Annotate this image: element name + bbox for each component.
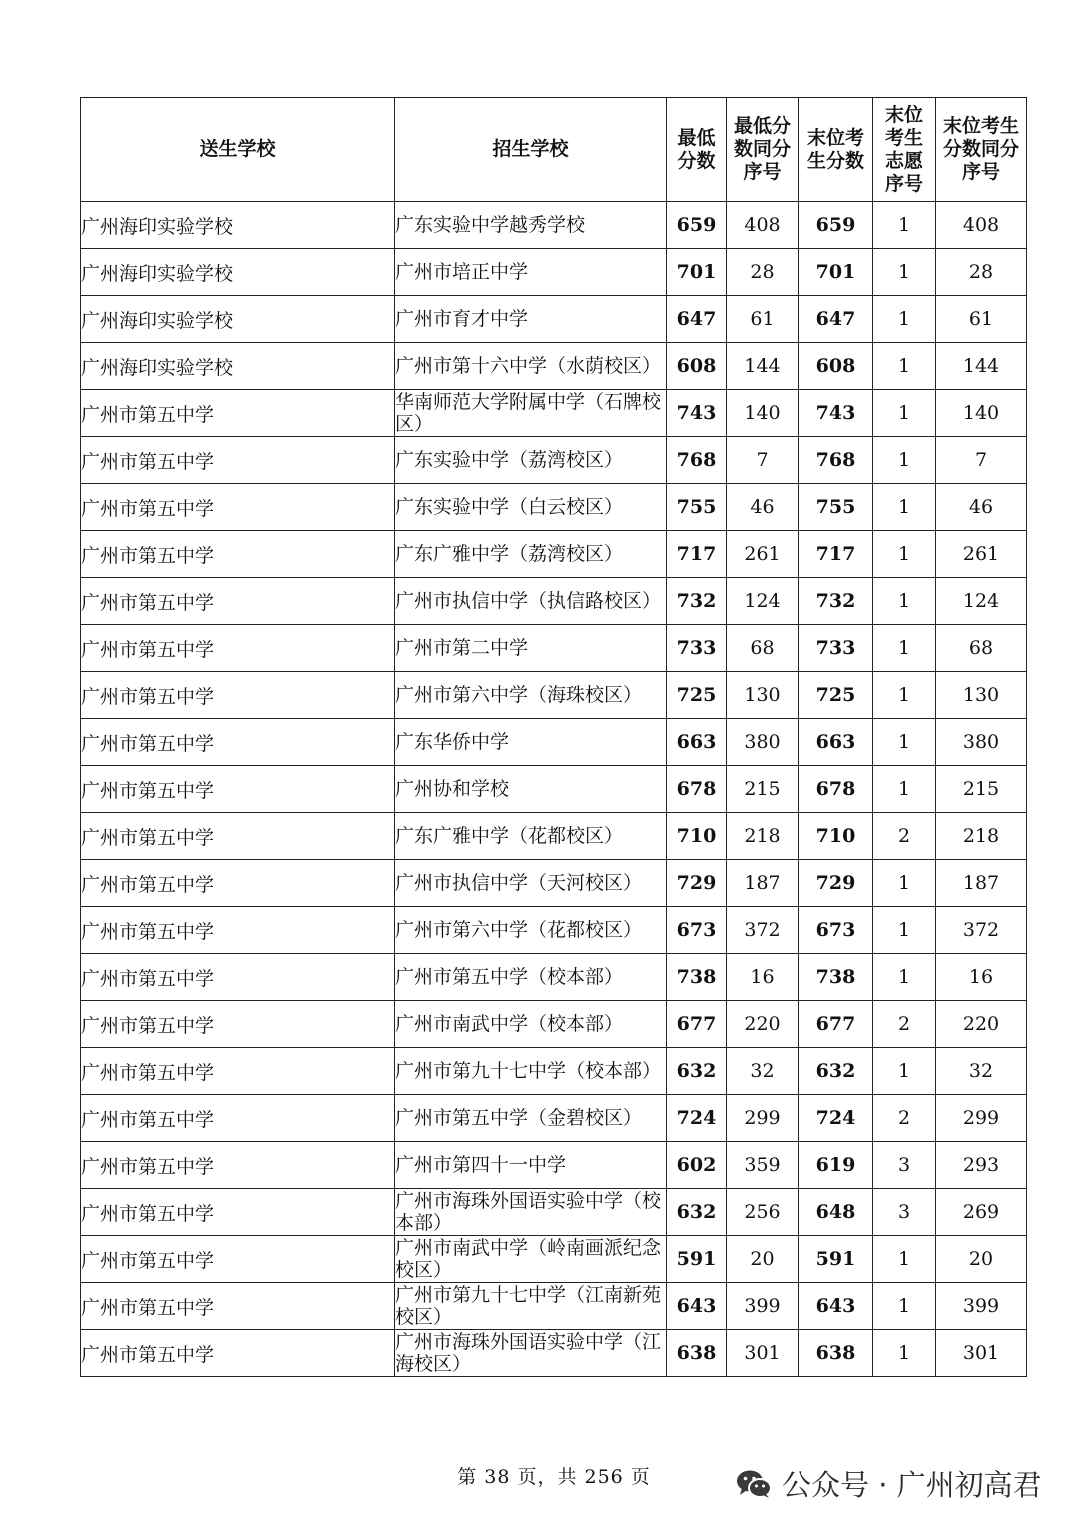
- cell-recruit-school: 广州市第十六中学（水荫校区）: [395, 343, 667, 390]
- cell-last-score-rank: 220: [936, 1001, 1027, 1048]
- cell-min-score: 743: [667, 390, 727, 437]
- table-row: [81, 1001, 1027, 1048]
- table-row: [81, 390, 1027, 437]
- cell-min-score-rank: 32: [727, 1048, 799, 1095]
- cell-send-school: 广州市第五中学: [81, 766, 395, 813]
- cell-last-score-rank: 61: [936, 296, 1027, 343]
- cell-send-school: 广州市第五中学: [81, 813, 395, 860]
- cell-last-score: 732: [799, 578, 873, 625]
- cell-recruit-school: 广东华侨中学: [395, 719, 667, 766]
- cell-last-score-rank: 269: [936, 1189, 1027, 1236]
- cell-recruit-school: 广东实验中学越秀学校: [395, 202, 667, 249]
- cell-recruit-school: 广东实验中学（白云校区）: [395, 484, 667, 531]
- cell-recruit-school: 广州市第九十七中学（校本部）: [395, 1048, 667, 1095]
- cell-recruit-school: 广东广雅中学（荔湾校区）: [395, 531, 667, 578]
- cell-min-score-rank: 299: [727, 1095, 799, 1142]
- table-row: [81, 860, 1027, 907]
- cell-min-score: 632: [667, 1189, 727, 1236]
- cell-last-wish-rank: 1: [873, 719, 936, 766]
- cell-recruit-school: 广州市第四十一中学: [395, 1142, 667, 1189]
- cell-min-score-rank: 372: [727, 907, 799, 954]
- cell-min-score-rank: 28: [727, 249, 799, 296]
- cell-recruit-school: 广州市第五中学（金碧校区）: [395, 1095, 667, 1142]
- cell-last-score: 733: [799, 625, 873, 672]
- cell-min-score: 710: [667, 813, 727, 860]
- header-send-school: 送生学校: [81, 98, 395, 202]
- table-row: [81, 766, 1027, 813]
- cell-last-score: 591: [799, 1236, 873, 1283]
- cell-min-score-rank: 408: [727, 202, 799, 249]
- table-row: [81, 1142, 1027, 1189]
- cell-min-score-rank: 140: [727, 390, 799, 437]
- cell-last-wish-rank: 1: [873, 484, 936, 531]
- cell-send-school: 广州海印实验学校: [81, 343, 395, 390]
- cell-min-score-rank: 46: [727, 484, 799, 531]
- cell-send-school: 广州市第五中学: [81, 1330, 395, 1377]
- cell-last-score: 710: [799, 813, 873, 860]
- cell-last-score: 677: [799, 1001, 873, 1048]
- header-last-score-rank: 末位考生分数同分序号: [936, 98, 1027, 202]
- cell-last-wish-rank: 1: [873, 1236, 936, 1283]
- cell-last-wish-rank: 1: [873, 296, 936, 343]
- cell-send-school: 广州市第五中学: [81, 1001, 395, 1048]
- cell-send-school: 广州市第五中学: [81, 531, 395, 578]
- table-row: [81, 625, 1027, 672]
- cell-min-score: 732: [667, 578, 727, 625]
- cell-last-wish-rank: 1: [873, 249, 936, 296]
- cell-last-score-rank: 140: [936, 390, 1027, 437]
- cell-send-school: 广州市第五中学: [81, 1189, 395, 1236]
- cell-min-score: 663: [667, 719, 727, 766]
- cell-last-wish-rank: 1: [873, 766, 936, 813]
- cell-min-score: 755: [667, 484, 727, 531]
- table-row: [81, 1330, 1027, 1377]
- cell-recruit-school: 广州市执信中学（天河校区）: [395, 860, 667, 907]
- cell-last-score: 724: [799, 1095, 873, 1142]
- cell-min-score-rank: 144: [727, 343, 799, 390]
- table-row: [81, 672, 1027, 719]
- table-row: [81, 813, 1027, 860]
- cell-recruit-school: 华南师范大学附属中学（石牌校区）: [395, 390, 667, 437]
- cell-recruit-school: 广州市海珠外国语实验中学（校本部）: [395, 1189, 667, 1236]
- cell-min-score-rank: 218: [727, 813, 799, 860]
- cell-recruit-school: 广州市第二中学: [395, 625, 667, 672]
- cell-min-score: 643: [667, 1283, 727, 1330]
- cell-last-score: 638: [799, 1330, 873, 1377]
- cell-last-wish-rank: 1: [873, 390, 936, 437]
- table-row: [81, 907, 1027, 954]
- cell-last-score: 673: [799, 907, 873, 954]
- cell-last-wish-rank: 1: [873, 672, 936, 719]
- cell-min-score: 724: [667, 1095, 727, 1142]
- cell-last-wish-rank: 1: [873, 202, 936, 249]
- cell-min-score: 678: [667, 766, 727, 813]
- header-recruit-school: 招生学校: [395, 98, 667, 202]
- cell-send-school: 广州市第五中学: [81, 954, 395, 1001]
- cell-min-score-rank: 261: [727, 531, 799, 578]
- cell-last-score: 701: [799, 249, 873, 296]
- watermark: [736, 1463, 1042, 1504]
- cell-last-score-rank: 130: [936, 672, 1027, 719]
- table-row: [81, 437, 1027, 484]
- cell-last-score: 659: [799, 202, 873, 249]
- header-last-score: 末位考生分数: [799, 98, 873, 202]
- cell-min-score: 659: [667, 202, 727, 249]
- cell-last-score-rank: 261: [936, 531, 1027, 578]
- cell-last-score: 678: [799, 766, 873, 813]
- cell-last-score-rank: 372: [936, 907, 1027, 954]
- cell-last-score-rank: 46: [936, 484, 1027, 531]
- cell-min-score-rank: 256: [727, 1189, 799, 1236]
- table-row: [81, 343, 1027, 390]
- cell-send-school: 广州市第五中学: [81, 484, 395, 531]
- cell-last-score-rank: 399: [936, 1283, 1027, 1330]
- cell-last-score-rank: 380: [936, 719, 1027, 766]
- cell-min-score: 717: [667, 531, 727, 578]
- cell-recruit-school: 广州市育才中学: [395, 296, 667, 343]
- cell-min-score-rank: 399: [727, 1283, 799, 1330]
- cell-last-score-rank: 301: [936, 1330, 1027, 1377]
- cell-last-wish-rank: 2: [873, 1001, 936, 1048]
- cell-last-wish-rank: 1: [873, 1283, 936, 1330]
- cell-last-score-rank: 187: [936, 860, 1027, 907]
- cell-min-score: 738: [667, 954, 727, 1001]
- header-last-wish-rank: 末位考生志愿序号: [873, 98, 936, 202]
- wechat-icon: [736, 1469, 772, 1499]
- cell-last-wish-rank: 1: [873, 437, 936, 484]
- table-row: [81, 202, 1027, 249]
- cell-last-score-rank: 144: [936, 343, 1027, 390]
- cell-last-score: 755: [799, 484, 873, 531]
- table-row: [81, 1048, 1027, 1095]
- cell-last-wish-rank: 2: [873, 1095, 936, 1142]
- cell-recruit-school: 广州市执信中学（执信路校区）: [395, 578, 667, 625]
- table-row: [81, 1095, 1027, 1142]
- cell-last-wish-rank: 1: [873, 860, 936, 907]
- header-min-score-rank: 最低分数同分序号: [727, 98, 799, 202]
- table-row: [81, 484, 1027, 531]
- cell-min-score: 632: [667, 1048, 727, 1095]
- table-row: [81, 578, 1027, 625]
- cell-send-school: 广州市第五中学: [81, 1048, 395, 1095]
- cell-recruit-school: 广州市培正中学: [395, 249, 667, 296]
- cell-last-wish-rank: 1: [873, 578, 936, 625]
- cell-min-score: 768: [667, 437, 727, 484]
- cell-min-score: 638: [667, 1330, 727, 1377]
- cell-last-score: 648: [799, 1189, 873, 1236]
- cell-send-school: 广州市第五中学: [81, 719, 395, 766]
- table-row: [81, 249, 1027, 296]
- cell-last-score: 743: [799, 390, 873, 437]
- cell-last-score: 729: [799, 860, 873, 907]
- cell-recruit-school: 广州市第六中学（海珠校区）: [395, 672, 667, 719]
- cell-min-score: 591: [667, 1236, 727, 1283]
- cell-last-score-rank: 215: [936, 766, 1027, 813]
- cell-min-score-rank: 380: [727, 719, 799, 766]
- cell-last-score: 619: [799, 1142, 873, 1189]
- cell-last-score: 663: [799, 719, 873, 766]
- cell-last-score-rank: 218: [936, 813, 1027, 860]
- cell-recruit-school: 广州市第九十七中学（江南新苑校区）: [395, 1283, 667, 1330]
- cell-min-score-rank: 7: [727, 437, 799, 484]
- cell-last-score: 717: [799, 531, 873, 578]
- cell-min-score-rank: 68: [727, 625, 799, 672]
- cell-last-score: 632: [799, 1048, 873, 1095]
- table-row: [81, 1236, 1027, 1283]
- cell-recruit-school: 广东实验中学（荔湾校区）: [395, 437, 667, 484]
- cell-min-score: 733: [667, 625, 727, 672]
- cell-last-wish-rank: 1: [873, 907, 936, 954]
- cell-min-score: 701: [667, 249, 727, 296]
- cell-last-score-rank: 7: [936, 437, 1027, 484]
- table-row: [81, 954, 1027, 1001]
- cell-min-score: 673: [667, 907, 727, 954]
- cell-send-school: 广州海印实验学校: [81, 249, 395, 296]
- cell-last-score-rank: 20: [936, 1236, 1027, 1283]
- cell-send-school: 广州市第五中学: [81, 625, 395, 672]
- cell-min-score: 725: [667, 672, 727, 719]
- cell-recruit-school: 广东广雅中学（花都校区）: [395, 813, 667, 860]
- cell-send-school: 广州市第五中学: [81, 1283, 395, 1330]
- cell-last-wish-rank: 3: [873, 1189, 936, 1236]
- cell-last-wish-rank: 1: [873, 531, 936, 578]
- cell-recruit-school: 广州市南武中学（岭南画派纪念校区）: [395, 1236, 667, 1283]
- cell-recruit-school: 广州市海珠外国语实验中学（江海校区）: [395, 1330, 667, 1377]
- cell-recruit-school: 广州市南武中学（校本部）: [395, 1001, 667, 1048]
- cell-send-school: 广州市第五中学: [81, 672, 395, 719]
- cell-send-school: 广州海印实验学校: [81, 202, 395, 249]
- cell-send-school: 广州市第五中学: [81, 1095, 395, 1142]
- cell-last-wish-rank: 1: [873, 954, 936, 1001]
- cell-last-score: 608: [799, 343, 873, 390]
- cell-min-score-rank: 20: [727, 1236, 799, 1283]
- cell-recruit-school: 广州市第五中学（校本部）: [395, 954, 667, 1001]
- cell-min-score: 608: [667, 343, 727, 390]
- cell-min-score-rank: 220: [727, 1001, 799, 1048]
- cell-last-score-rank: 16: [936, 954, 1027, 1001]
- cell-recruit-school: 广州市第六中学（花都校区）: [395, 907, 667, 954]
- cell-min-score-rank: 187: [727, 860, 799, 907]
- cell-last-score-rank: 408: [936, 202, 1027, 249]
- cell-send-school: 广州市第五中学: [81, 578, 395, 625]
- cell-last-score: 725: [799, 672, 873, 719]
- cell-send-school: 广州海印实验学校: [81, 296, 395, 343]
- cell-last-score-rank: 124: [936, 578, 1027, 625]
- cell-min-score-rank: 130: [727, 672, 799, 719]
- cell-last-score-rank: 32: [936, 1048, 1027, 1095]
- cell-last-score: 643: [799, 1283, 873, 1330]
- cell-last-wish-rank: 2: [873, 813, 936, 860]
- cell-min-score: 729: [667, 860, 727, 907]
- cell-min-score-rank: 301: [727, 1330, 799, 1377]
- cell-last-wish-rank: 1: [873, 625, 936, 672]
- cell-send-school: 广州市第五中学: [81, 907, 395, 954]
- score-table-container: [80, 97, 1027, 1377]
- cell-send-school: 广州市第五中学: [81, 390, 395, 437]
- score-table: [80, 97, 1027, 1377]
- cell-min-score: 677: [667, 1001, 727, 1048]
- table-row: [81, 296, 1027, 343]
- table-row: [81, 1189, 1027, 1236]
- cell-last-score-rank: 68: [936, 625, 1027, 672]
- cell-min-score-rank: 359: [727, 1142, 799, 1189]
- cell-min-score-rank: 16: [727, 954, 799, 1001]
- cell-last-wish-rank: 3: [873, 1142, 936, 1189]
- cell-last-score-rank: 28: [936, 249, 1027, 296]
- cell-last-score: 768: [799, 437, 873, 484]
- cell-min-score-rank: 61: [727, 296, 799, 343]
- page-number: 第 38 页，共 256 页: [457, 1466, 651, 1488]
- cell-last-score-rank: 299: [936, 1095, 1027, 1142]
- cell-last-wish-rank: 1: [873, 343, 936, 390]
- cell-send-school: 广州市第五中学: [81, 1142, 395, 1189]
- cell-send-school: 广州市第五中学: [81, 860, 395, 907]
- cell-recruit-school: 广州协和学校: [395, 766, 667, 813]
- watermark-text: 公众号 · 广州初高君: [782, 1468, 1042, 1502]
- cell-last-wish-rank: 1: [873, 1048, 936, 1095]
- cell-send-school: 广州市第五中学: [81, 1236, 395, 1283]
- cell-last-score: 647: [799, 296, 873, 343]
- table-row: [81, 719, 1027, 766]
- cell-min-score-rank: 124: [727, 578, 799, 625]
- cell-min-score: 602: [667, 1142, 727, 1189]
- cell-min-score: 647: [667, 296, 727, 343]
- cell-send-school: 广州市第五中学: [81, 437, 395, 484]
- table-row: [81, 1283, 1027, 1330]
- header-row: [81, 98, 1027, 202]
- cell-min-score-rank: 215: [727, 766, 799, 813]
- cell-last-score: 738: [799, 954, 873, 1001]
- cell-last-wish-rank: 1: [873, 1330, 936, 1377]
- header-min-score: 最低分数: [667, 98, 727, 202]
- cell-last-score-rank: 293: [936, 1142, 1027, 1189]
- table-row: [81, 531, 1027, 578]
